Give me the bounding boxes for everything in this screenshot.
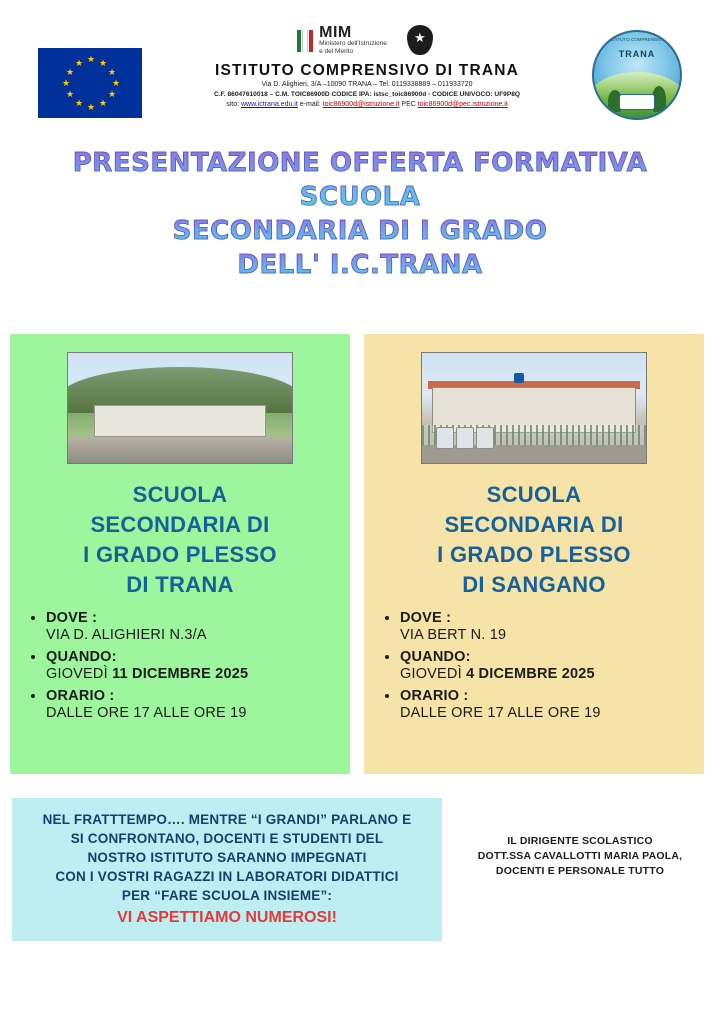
detail-label-orario: ORARIO :	[46, 688, 115, 704]
detail-label-quando: QUANDO:	[46, 649, 117, 665]
card-sangano-heading-line-1: SCUOLA	[486, 482, 582, 507]
detail-value-dove: VIA BERT N. 19	[400, 627, 507, 643]
document-header	[0, 0, 720, 120]
detail-value-quando-day: GIOVEDÌ	[46, 666, 113, 682]
school-photo-trana	[67, 352, 293, 464]
detail-label-quando: QUANDO:	[400, 649, 471, 665]
footer-highlight: VI ASPETTIAMO NUMEROSI!	[117, 909, 337, 926]
header-text-block	[152, 22, 582, 110]
footer-line-1: NEL FRATTTEMPO…. MENTRE “I GRANDI” PARLANO E	[42, 812, 412, 827]
email-link[interactable]: toic86900d@istruzione.it	[322, 101, 400, 108]
card-sangano-heading-line-3: I GRADO PLESSO	[437, 542, 631, 567]
institute-codes: C.F. 86047610018 – C.M. TOIC86900D CODICE IPA: istsc_toic86900d - CODICE UNIVOCO: UF9P8Q	[213, 91, 521, 98]
card-trana-heading-line-1: SCUOLA	[132, 482, 228, 507]
signature-line-2: DOTT.SSA CAVALLOTTI MARIA PAOLA,	[477, 850, 683, 862]
document-footer	[0, 798, 720, 941]
detail-value-quando	[400, 666, 690, 682]
school-logo-arc-text: ISTITUTO COMPRENSIVO	[609, 37, 665, 42]
mim-logo	[297, 26, 387, 56]
footer-line-3: NOSTRO ISTITUTO SARANNO IMPEGNATI	[87, 850, 367, 865]
list-item	[400, 649, 690, 682]
detail-label-orario: ORARIO :	[400, 688, 469, 704]
email-label: e-mail:	[297, 101, 323, 108]
detail-value-quando	[46, 666, 336, 682]
card-sangano-heading-line-2: SECONDARIA DI	[444, 512, 624, 537]
footer-message-box	[12, 798, 442, 941]
list-item	[46, 688, 336, 721]
pec-label: PEC	[399, 101, 418, 108]
detail-value-orario: DALLE ORE 17 ALLE ORE 19	[46, 705, 247, 721]
card-trana-heading-line-4: DI TRANA	[126, 572, 234, 597]
list-item	[400, 688, 690, 721]
footer-line-5: PER “FARE SCUOLA INSIEME”:	[121, 888, 333, 903]
list-item	[46, 610, 336, 643]
card-sangano-heading	[378, 480, 690, 600]
institute-address: Via D. Alighieri, 3/A –10090 TRANA – Tel. 0119338889 – 011933720	[261, 81, 473, 88]
mim-subtitle-2: e del Merito	[319, 48, 354, 55]
school-logo-icon	[592, 30, 682, 120]
card-trana-details	[24, 610, 336, 721]
ministry-row	[152, 22, 582, 60]
school-photo-sangano	[421, 352, 647, 464]
pec-link[interactable]: toic86900d@pec.istruzione.it	[417, 101, 508, 108]
school-logo-band-text: TRANA	[618, 49, 656, 59]
footer-line-4: CON I VOSTRI RAGAZZI IN LABORATORI DIDATTICI	[55, 869, 399, 884]
list-item	[46, 649, 336, 682]
detail-label-dove: DOVE :	[400, 610, 452, 626]
institute-contacts	[152, 100, 582, 110]
mim-subtitle-1: Ministero dell'Istruzione	[319, 40, 387, 47]
signature-line-3: DOCENTI E PERSONALE TUTTO	[495, 865, 665, 877]
site-link[interactable]: www.ictrana.edu.it	[241, 101, 298, 108]
card-trana-heading	[24, 480, 336, 600]
republic-emblem-icon: ★	[403, 22, 437, 60]
detail-value-quando-date: 11 DICEMBRE 2025	[112, 666, 249, 682]
institute-name: ISTITUTO COMPRENSIVO DI TRANA	[214, 62, 520, 79]
card-trana-heading-line-3: I GRADO PLESSO	[83, 542, 277, 567]
detail-value-orario: DALLE ORE 17 ALLE ORE 19	[400, 705, 601, 721]
detail-label-dove: DOVE :	[46, 610, 98, 626]
logo-book-icon	[619, 94, 655, 110]
poster-title	[0, 146, 720, 282]
card-sangano	[364, 334, 704, 774]
card-sangano-details	[378, 610, 690, 721]
footer-line-2: SI CONFRONTANO, DOCENTI E STUDENTI DEL	[70, 831, 384, 846]
detail-value-quando-day: GIOVEDÌ	[400, 666, 467, 682]
school-cards	[0, 334, 720, 774]
signature-line-1: IL DIRIGENTE SCOLASTICO	[507, 835, 653, 847]
italian-flag-bars-icon	[297, 30, 314, 52]
poster-title-line-2: SECONDARIA DI I GRADO	[20, 214, 700, 248]
card-sangano-heading-line-4: DI SANGANO	[462, 572, 606, 597]
detail-value-dove: VIA D. ALIGHIERI N.3/A	[46, 627, 207, 643]
eu-stars: ★ ★ ★ ★ ★ ★ ★ ★ ★ ★ ★ ★	[62, 54, 121, 112]
list-item	[400, 610, 690, 643]
poster-title-line-1: PRESENTAZIONE OFFERTA FORMATIVA SCUOLA	[20, 146, 700, 214]
card-trana	[10, 334, 350, 774]
poster-title-line-3: DELL' I.C.TRANA	[20, 248, 700, 282]
card-trana-heading-line-2: SECONDARIA DI	[90, 512, 270, 537]
detail-value-quando-date: 4 DICEMBRE 2025	[466, 666, 595, 682]
european-union-flag-icon	[38, 48, 142, 118]
site-label: sito:	[226, 101, 241, 108]
signature-block	[452, 834, 708, 879]
mim-title: MIM	[319, 24, 352, 41]
